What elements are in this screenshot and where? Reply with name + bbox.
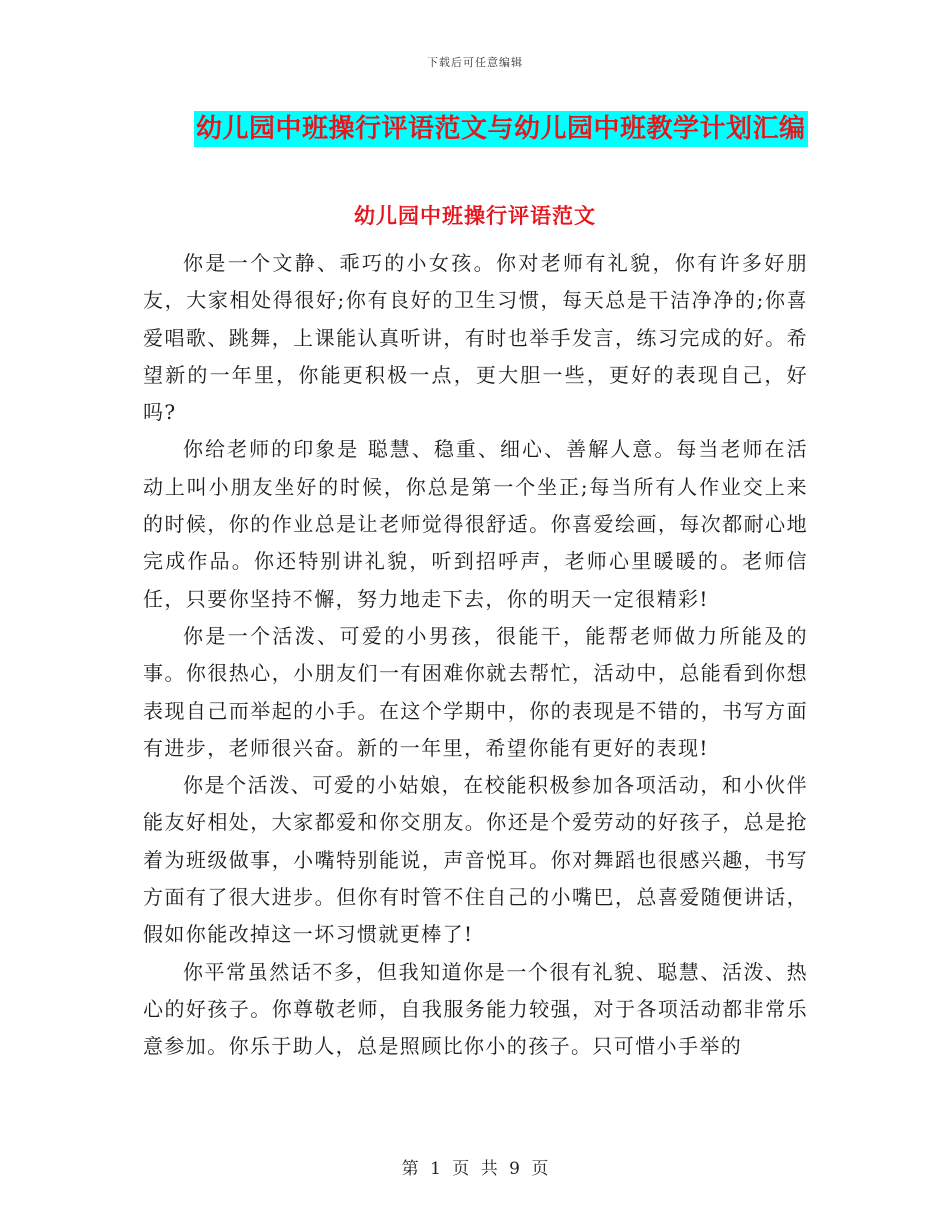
body-text [143,245,808,1066]
paragraph: 你给老师的印象是 聪慧、稳重、细心、善解人意。每当老师在活动上叫小朋友坐好的时候，你总是第一个坐正;每当所有人作业交上来的时候，你的作业总是让老师觉得很舒适。你喜爱绘画，每次都耐心地完成作品。你还特别讲礼貌，听到招呼声，老师心里暖暖的。老师信任，只要你坚持不懈，努力地走下去，你的明天一定很精彩! [143,437,808,611]
page-header-note: 下载后可任意编辑 [427,56,523,69]
paragraph: 你是个活泼、可爱的小姑娘，在校能积极参加各项活动，和小伙伴能友好相处，大家都爱和你交朋友。你还是个爱劳动的好孩子，总是抢着为班级做事，小嘴特别能说，声音悦耳。你对舞蹈也很感兴趣，书写方面有了很大进步。但你有时管不住自己的小嘴巴，总喜爱随便讲话，假如你能改掉这一坏习惯就更棒了! [143,773,808,947]
section-heading: 幼儿园中班操行评语范文 [354,203,596,228]
paragraph: 你是一个活泼、可爱的小男孩，很能干，能帮老师做力所能及的事。你很热心，小朋友们一有困难你就去帮忙，活动中，总能看到你想表现自己而举起的小手。在这个学期中，你的表现是不错的，书写方面有进步，老师很兴奋。新的一年里，希望你能有更好的表现! [143,623,808,760]
paragraph: 你是一个文静、乖巧的小女孩。你对老师有礼貌，你有许多好朋友，大家相处得很好;你有良好的卫生习惯，每天总是干洁净净的;你喜爱唱歌、跳舞，上课能认真听讲，有时也举手发言，练习完成的好。希望新的一年里，你能更积极一点，更大胆一些，更好的表现自己，好吗? [143,251,808,425]
page-footer: 第 1 页 共 9 页 [401,1159,549,1179]
document-title: 幼儿园中班操行评语范文与幼儿园中班教学计划汇编 [194,111,808,147]
paragraph: 你平常虽然话不多，但我知道你是一个很有礼貌、聪慧、活泼、热心的好孩子。你尊敬老师，自我服务能力较强，对于各项活动都非常乐意参加。你乐于助人，总是照顾比你小的孩子。只可惜小手举的 [143,959,808,1059]
